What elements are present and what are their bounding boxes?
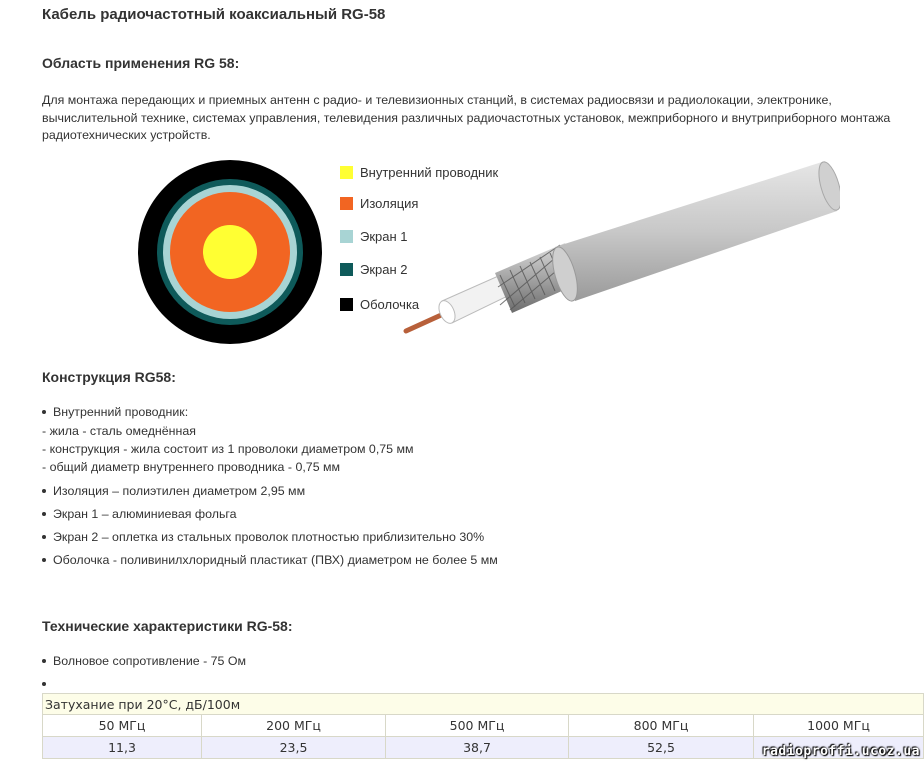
inner-conductor-disc: [203, 225, 257, 279]
construction-item: [42, 405, 188, 419]
construction-item-text: Экран 1 – алюминиевая фольга: [53, 507, 237, 521]
bullet-dot: [42, 558, 46, 562]
table-header-cell: 200 МГц: [202, 715, 386, 737]
legend-swatch: [340, 197, 353, 210]
legend-label: Экран 1: [360, 229, 408, 244]
legend-label: Экран 2: [360, 262, 408, 277]
spec-item-empty: [42, 677, 53, 691]
construction-item-text: Внутренний проводник:: [53, 405, 189, 419]
table-value-cell: 11,3: [43, 737, 202, 759]
construction-heading: Конструкция RG58:: [42, 369, 176, 385]
construction-item: [42, 553, 498, 567]
legend-shield2: [340, 262, 408, 277]
table-header-cell: 800 МГц: [569, 715, 754, 737]
legend-label: Внутренний проводник: [360, 165, 499, 180]
page-title: Кабель радиочастотный коаксиальный RG-58: [42, 6, 386, 23]
spec-item: [42, 654, 246, 668]
application-heading: Область применения RG 58:: [42, 55, 240, 71]
legend-swatch: [340, 230, 353, 243]
attenuation-table-title: Затухание при 20°С, дБ/100м: [43, 694, 924, 715]
bullet-dot: [42, 512, 46, 516]
bullet-dot: [42, 489, 46, 493]
legend-label: Оболочка: [360, 297, 420, 312]
table-value-cell: 38,7: [386, 737, 569, 759]
legend-swatch: [340, 263, 353, 276]
bullet-dot: [42, 659, 46, 663]
legend-shield1: [340, 229, 408, 244]
legend-swatch: [340, 166, 353, 179]
construction-item: [42, 530, 484, 544]
spec-item-text: Волновое сопротивление - 75 Ом: [53, 654, 247, 668]
construction-subitem: - общий диаметр внутреннего проводника - 0,75 мм: [42, 460, 341, 474]
jacket: [555, 161, 837, 301]
watermark: radioproffi.ucoz.ua: [761, 744, 920, 759]
table-header-cell: 50 МГц: [43, 715, 202, 737]
construction-item-text: Изоляция – полиэтилен диаметром 2,95 мм: [53, 484, 306, 498]
specs-heading: Технические характеристики RG-58:: [42, 618, 293, 634]
table-value-cell: 23,5: [202, 737, 386, 759]
table-header-cell: 1000 МГц: [754, 715, 924, 737]
table-value-cell: 52,5: [569, 737, 754, 759]
construction-item-text: Экран 2 – оплетка из стальных проволок плотностью приблизительно 30%: [53, 530, 485, 544]
table-header-cell: 500 МГц: [386, 715, 569, 737]
construction-item: [42, 484, 305, 498]
construction-item: [42, 507, 237, 521]
construction-subitem: - жила - сталь омеднённая: [42, 424, 196, 438]
construction-item-text: Оболочка - поливинилхлоридный пластикат (ПВХ) диаметром не более 5 мм: [53, 553, 498, 567]
legend-swatch: [340, 298, 353, 311]
cable-illustration: [400, 155, 840, 340]
application-text: Для монтажа передающих и приемных антенн с радио- и телевизионных станций, в системах радиосвязи и радиолокации, электронике, вычислительной технике, системах управления, телевидения различных радиочастотных установок, межприборного и внутриприборного монтажа радиотехнических устройств.: [42, 93, 891, 142]
legend-label: Изоляция: [360, 196, 419, 211]
bullet-dot: [42, 535, 46, 539]
construction-subitem: - конструкция - жила состоит из 1 проволоки диаметром 0,75 мм: [42, 442, 414, 456]
bullet-dot: [42, 410, 46, 414]
bullet-dot: [42, 682, 46, 686]
cable-cross-section-diagram: [137, 160, 327, 350]
